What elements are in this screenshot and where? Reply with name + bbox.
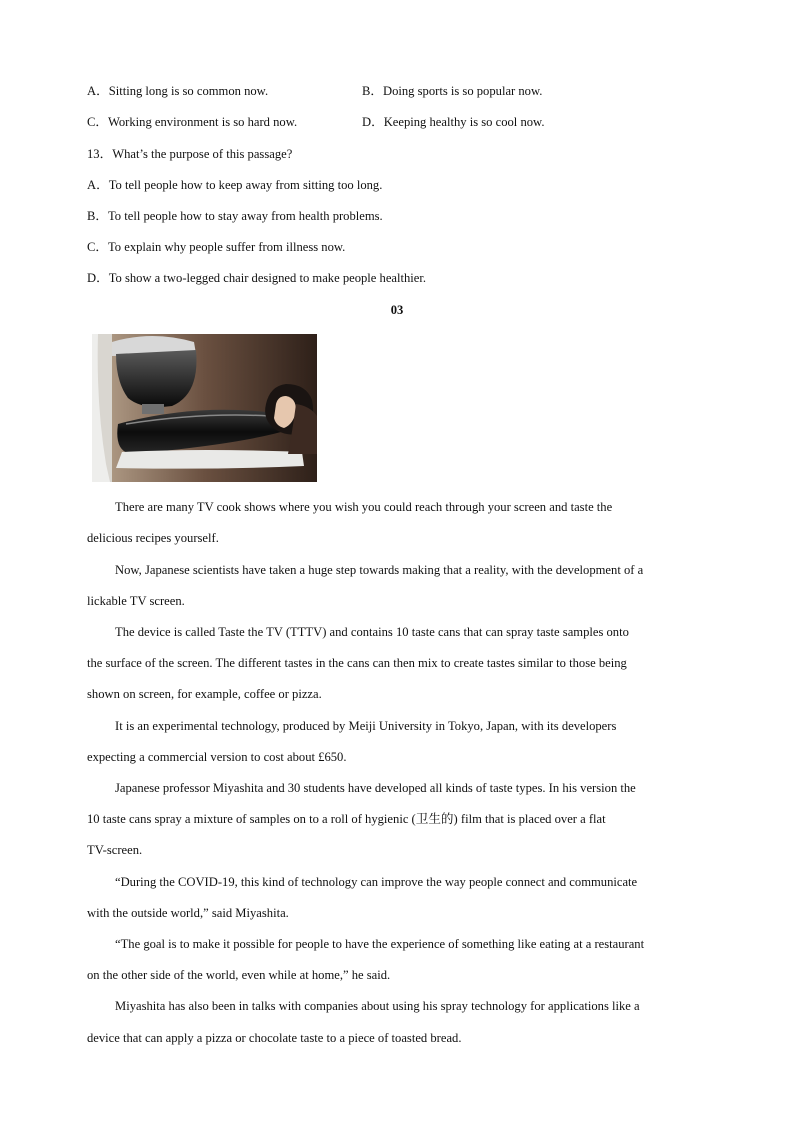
passage-line: delicious recipes yourself. bbox=[87, 531, 219, 545]
passage-line: “During the COVID-19, this kind of technology can improve the way people connect and communicate bbox=[115, 875, 638, 889]
passage-line: It is an experimental technology, produced by Meiji University in Tokyo, Japan, with its developers bbox=[115, 719, 617, 733]
passage-line: TV-screen. bbox=[87, 843, 143, 857]
passage-line: Miyashita has also been in talks with companies about using his spray technology for applications like a bbox=[115, 999, 640, 1013]
passage-line: Japanese professor Miyashita and 30 students have developed all kinds of taste types. In his version the bbox=[115, 781, 636, 795]
q13-option-a: A．To tell people how to keep away from sitting too long. bbox=[87, 178, 383, 192]
q13-option-c: C．To explain why people suffer from illness now. bbox=[87, 240, 346, 254]
q13-option-b: B．To tell people how to stay away from health problems. bbox=[87, 209, 383, 223]
passage-line: lickable TV screen. bbox=[87, 594, 185, 608]
option-c-prev: C．Working environment is so hard now. bbox=[87, 115, 298, 129]
passage-line: 10 taste cans spray a mixture of samples on to a roll of hygienic (卫生的) film that is placed over a flat bbox=[87, 812, 606, 826]
passage-line: Now, Japanese scientists have taken a huge step towards making that a reality, with the development of a bbox=[115, 563, 644, 577]
option-b-prev: B．Doing sports is so popular now. bbox=[362, 84, 543, 98]
passage-line: on the other side of the world, even while at home,” he said. bbox=[87, 968, 391, 982]
passage-line: the surface of the screen. The different tastes in the cans can then mix to create tastes similar to those being bbox=[87, 656, 627, 670]
section-number: 03 bbox=[390, 303, 404, 317]
question-13: 13．What’s the purpose of this passage? bbox=[87, 147, 293, 161]
passage-line: device that can apply a pizza or chocolate taste to a piece of toasted bread. bbox=[87, 1031, 462, 1045]
passage-line: “The goal is to make it possible for people to have the experience of something like eating at a restaurant bbox=[115, 937, 645, 951]
option-a-prev: A．Sitting long is so common now. bbox=[87, 84, 269, 98]
photo-illustration bbox=[92, 334, 317, 482]
tttv-device-photo bbox=[92, 334, 317, 482]
q13-option-d: D．To show a two-legged chair designed to make people healthier. bbox=[87, 271, 427, 285]
passage-line: with the outside world,” said Miyashita. bbox=[87, 906, 289, 920]
option-d-prev: D．Keeping healthy is so cool now. bbox=[362, 115, 545, 129]
passage-line: The device is called Taste the TV (TTTV) and contains 10 taste cans that can spray taste samples onto bbox=[115, 625, 629, 639]
passage-line: There are many TV cook shows where you wish you could reach through your screen and taste the bbox=[115, 500, 613, 514]
passage-line: shown on screen, for example, coffee or pizza. bbox=[87, 687, 322, 701]
passage-line: expecting a commercial version to cost about £650. bbox=[87, 750, 347, 764]
